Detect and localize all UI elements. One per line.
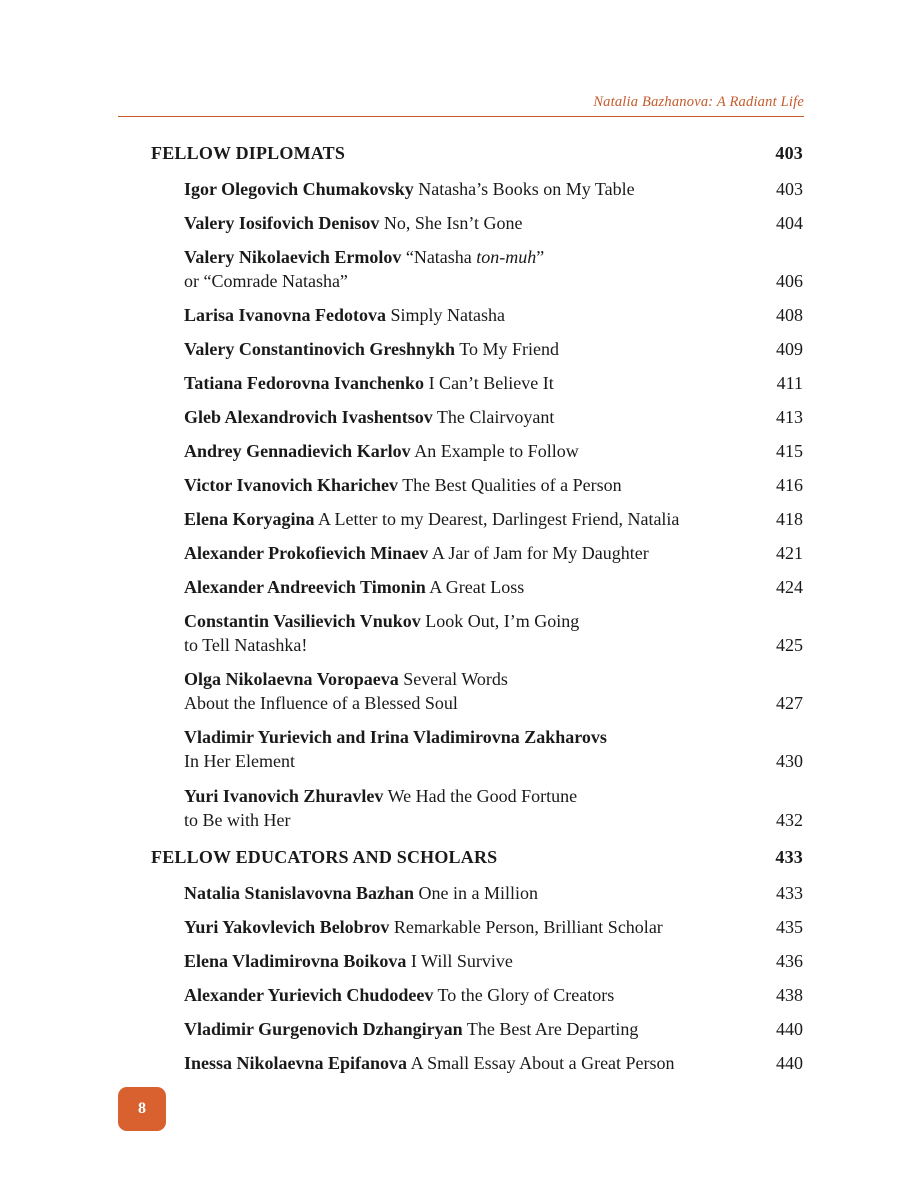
entry-title: Remarkable Person, Brilliant Scholar: [393, 917, 663, 937]
entry-title: The Best Are Departing: [466, 1019, 639, 1039]
entry-title: Several Words: [403, 669, 508, 689]
entry-author: Igor Olegovich Chumakovsky: [184, 179, 414, 199]
toc-entry: [184, 1017, 803, 1041]
toc-entry: [184, 177, 803, 201]
entry-title-pre: “Natasha: [405, 247, 477, 267]
entry-author: Vladimir Yurievich and Irina Vladimirovna Zakharovs: [184, 727, 607, 747]
toc-entry: [184, 303, 803, 327]
toc-entry: [184, 507, 803, 531]
toc-entry: [184, 1051, 803, 1075]
toc-entry: [184, 211, 803, 235]
toc-entry: [184, 881, 803, 905]
section-title: FELLOW DIPLOMATS: [151, 143, 346, 163]
entry-title: A Letter to my Dearest, Darlingest Friend, Natalia: [318, 509, 680, 529]
page-number: 8: [138, 1100, 146, 1117]
toc-entry: [184, 473, 803, 497]
entry-page-number: 409: [776, 339, 803, 359]
entry-title: We Had the Good Fortune: [387, 786, 578, 806]
entry-author: Yuri Yakovlevich Belobrov: [184, 917, 390, 937]
entry-title: Look Out, I’m Going: [425, 611, 580, 631]
entry-title: I Can’t Believe It: [428, 373, 554, 393]
toc-entry: [184, 245, 803, 293]
section-page-number: 403: [775, 143, 803, 163]
entry-page-number: 411: [776, 373, 803, 393]
entry-page-number: 436: [776, 951, 803, 971]
entry-title: A Jar of Jam for My Daughter: [431, 543, 649, 563]
toc-entry: [184, 371, 803, 395]
entry-author: Constantin Vasilievich Vnukov: [184, 611, 421, 631]
entry-page-number: 403: [776, 179, 803, 199]
entry-author: Alexander Prokofievich Minaev: [184, 543, 429, 563]
entry-author: Victor Ivanovich Kharichev: [184, 475, 398, 495]
toc-entry: [184, 949, 803, 973]
entry-page-number: 421: [776, 543, 803, 563]
toc-entry: [184, 337, 803, 361]
section-title: FELLOW EDUCATORS AND SCHOLARS: [151, 847, 498, 867]
entry-page-number: 406: [776, 271, 803, 291]
entry-author: Gleb Alexandrovich Ivashentsov: [184, 407, 433, 427]
entry-title: Simply Natasha: [390, 305, 506, 325]
entry-page-number: 427: [776, 693, 803, 713]
entry-author: Alexander Andreevich Timonin: [184, 577, 426, 597]
running-title: Natalia Bazhanova: A Radiant Life: [593, 94, 804, 110]
entry-title-post: ”: [536, 247, 545, 267]
entry-page-number: 416: [776, 475, 803, 495]
entry-author: Yuri Ivanovich Zhuravlev: [184, 786, 384, 806]
page-number-badge: [118, 1087, 166, 1131]
entry-page-number: 438: [776, 985, 803, 1005]
entry-title: The Clairvoyant: [436, 407, 555, 427]
entry-title: An Example to Follow: [414, 441, 579, 461]
toc-entry: [184, 609, 803, 657]
entry-title: To My Friend: [459, 339, 559, 359]
entry-page-number: 415: [776, 441, 803, 461]
entry-title: One in a Million: [418, 883, 539, 903]
section-heading: [151, 847, 803, 873]
entry-author: Tatiana Fedorovna Ivanchenko: [184, 373, 425, 393]
entry-title: A Small Essay About a Great Person: [410, 1053, 675, 1073]
entry-author: Alexander Yurievich Chudodeev: [184, 985, 434, 1005]
toc-entry: [184, 725, 803, 773]
toc-entry: [184, 439, 803, 463]
entry-author: Andrey Gennadievich Karlov: [184, 441, 411, 461]
entry-page-number: 404: [776, 213, 803, 233]
entry-page-number: 408: [776, 305, 803, 325]
entry-author: Elena Koryagina: [184, 509, 315, 529]
entry-title: No, She Isn’t Gone: [383, 213, 523, 233]
entry-author: Natalia Stanislavovna Bazhan: [184, 883, 415, 903]
entry-title: The Best Qualities of a Person: [402, 475, 622, 495]
toc-entry: [184, 405, 803, 429]
entry-author: Vladimir Gurgenovich Dzhangiryan: [184, 1019, 463, 1039]
toc-entry: [184, 784, 803, 832]
entry-page-number: 430: [776, 751, 803, 771]
entry-page-number: 433: [776, 883, 803, 903]
entry-page-number: 425: [776, 635, 803, 655]
section-page-number: 433: [775, 847, 803, 867]
entry-page-number: 440: [776, 1053, 803, 1073]
entry-title: A Great Loss: [429, 577, 525, 597]
entry-author: Elena Vladimirovna Boikova: [184, 951, 407, 971]
entry-author: Olga Nikolaevna Voropaeva: [184, 669, 399, 689]
toc-entry: [184, 983, 803, 1007]
entry-title-line2: or “Comrade Natasha”: [184, 271, 348, 291]
toc-entry: [184, 575, 803, 599]
toc-entry: [184, 541, 803, 565]
entry-author: Valery Constantinovich Greshnykh: [184, 339, 456, 359]
toc-entry: [184, 667, 803, 715]
entry-title-line2: to Be with Her: [184, 810, 291, 830]
entry-page-number: 424: [776, 577, 803, 597]
entry-title-line2: to Tell Natashka!: [184, 635, 308, 655]
entry-title: I Will Survive: [410, 951, 513, 971]
running-header: [118, 92, 804, 117]
entry-page-number: 413: [776, 407, 803, 427]
entry-title: To the Glory of Creators: [437, 985, 615, 1005]
entry-page-number: 432: [776, 810, 803, 830]
entry-page-number: 435: [776, 917, 803, 937]
entry-title-italic: ton-muh: [476, 247, 537, 267]
entry-page-number: 440: [776, 1019, 803, 1039]
section-heading: [151, 143, 803, 169]
entry-title-line2: About the Influence of a Blessed Soul: [184, 693, 458, 713]
toc-entry: [184, 915, 803, 939]
entry-author: Inessa Nikolaevna Epifanova: [184, 1053, 408, 1073]
entry-author: Valery Iosifovich Denisov: [184, 213, 380, 233]
entry-author: Larisa Ivanovna Fedotova: [184, 305, 387, 325]
entry-page-number: 418: [776, 509, 803, 529]
entry-title-line2: In Her Element: [184, 751, 295, 771]
entry-author: Valery Nikolaevich Ermolov: [184, 247, 402, 267]
entry-title: Natasha’s Books on My Table: [418, 179, 635, 199]
